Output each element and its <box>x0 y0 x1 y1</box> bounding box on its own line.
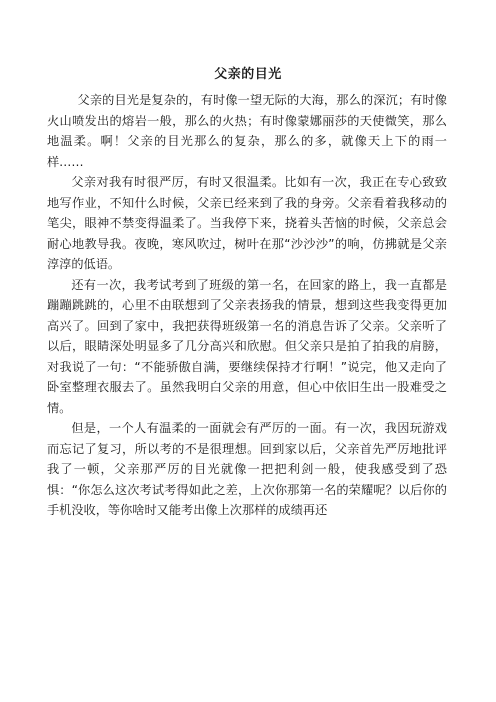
document-title: 父亲的目光 <box>214 67 282 82</box>
paragraph-4: 但是，一个人有温柔的一面就会有严厉的一面。有一次，我因玩游戏而忘记了复习，所以考的不是很理想。回到家以后，父亲首先严厉地批评我了一顿，父亲那严厉的目光就像一把把利剑一般，使我感受到了恐惧：“你怎么这次考试考得如此之差，上次你那第一名的荣耀呢？以后你的手机没收，等你啥时又能考出像上次那样的成绩再还 <box>47 421 447 517</box>
paragraph-1: 父亲的目光是复杂的，有时像一望无际的大海，那么的深沉；有时像火山喷发出的熔岩一般，那么的火热；有时像蒙娜丽莎的天使微笑，那么地温柔。啊！父亲的目光那么的复杂，那么的多，就像天上下的雨一样…… <box>47 93 447 169</box>
paragraph-3: 还有一次，我考试考到了班级的第一名，在回家的路上，我一直都是蹦蹦跳跳的，心里不由联想到了父亲表扬我的情景，想到这些我变得更加高兴了。回到了家中，我把获得班级第一名的消息告诉了父亲。父亲听了以后，眼睛深处明显多了几分高兴和欣慰。但父亲只是拍了拍我的肩膀，对我说了一句：“不能骄傲自满，要继续保持才行啊！”说完，他又走向了卧室整理衣服去了。虽然我明白父亲的用意，但心中依旧生出一股难受之情。 <box>47 277 447 415</box>
paragraph-2: 父亲对我有时很严厉，有时又很温柔。比如有一次，我正在专心致致地写作业，不知什么时候，父亲已经来到了我的身旁。父亲看着我移动的笔尖，眼神不禁变得温柔了。当我停下来，挠着头苦恼的时候，父亲总会耐心地教导我。夜晚，寒风吹过，树叶在那“沙沙沙”的响，仿拂就是父亲淳淳的低语。 <box>47 175 447 271</box>
document-body <box>47 90 447 521</box>
